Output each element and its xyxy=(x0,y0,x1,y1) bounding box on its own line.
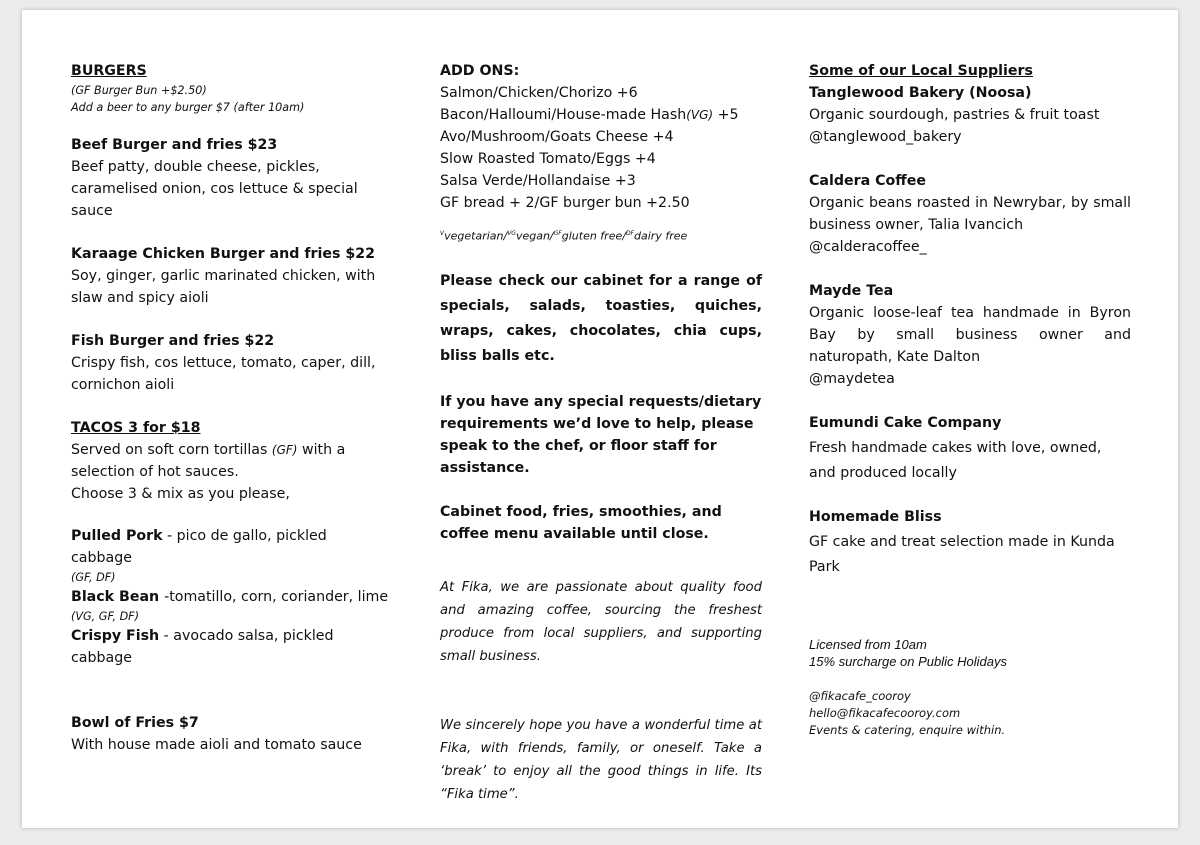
dietary-legend xyxy=(440,226,762,245)
legend-gf-text: gluten free/ xyxy=(561,229,626,243)
addons-heading: ADD ONS: xyxy=(440,63,520,79)
menu-page xyxy=(22,10,1178,828)
taco-pulled-pork xyxy=(71,525,391,569)
passion-statement: At Fika, we are passionate about quality food and amazing coffee, sourcing the freshest produce from local suppliers, and supporting small business. xyxy=(440,579,762,664)
taco-black-bean-tags: (VG, GF, DF) xyxy=(71,610,139,623)
legend-gf-mark: GF xyxy=(553,230,562,237)
caldera-handle: @calderacoffee_ xyxy=(809,239,927,255)
eumundi-title: Eumundi Cake Company xyxy=(809,415,1002,431)
beer-note: Add a beer to any burger $7 (after 10am) xyxy=(71,101,305,114)
fries-title: Bowl of Fries $7 xyxy=(71,715,199,731)
addon-line-5: Salsa Verde/Hollandaise +3 xyxy=(440,173,636,189)
taco-black-bean-desc: -tomatillo, corn, coriander, lime xyxy=(164,589,389,605)
taco-pulled-pork-desc: - pico de gallo, pickled cabbage xyxy=(71,528,327,566)
fish-burger-title: Fish Burger and fries $22 xyxy=(71,333,275,349)
mayde-handle: @maydetea xyxy=(809,371,895,387)
beef-burger-desc: Beef patty, double cheese, pickles, caramelised onion, cos lettuce & special sauce xyxy=(71,159,358,219)
tacos-gf-tag: (GF) xyxy=(271,443,298,457)
mayde-desc: Organic loose-leaf tea handmade in Byron Bay by small business owner and naturopath, Kate Dalton xyxy=(809,305,1131,365)
taco-pulled-pork-tags: (GF, DF) xyxy=(71,571,116,584)
taco-crispy-fish-name: Crispy Fish xyxy=(71,628,160,644)
tacos-desc-c: with a selection of hot sauces. xyxy=(71,442,346,480)
beef-burger-title: Beef Burger and fries $23 xyxy=(71,137,278,153)
contact-email: hello@fikacafecooroy.com xyxy=(809,706,961,720)
burgers-heading: BURGERS xyxy=(71,63,147,79)
legend-v-mark: V xyxy=(440,230,445,237)
mayde-title: Mayde Tea xyxy=(809,283,894,299)
addon-line-1: Salmon/Chicken/Chorizo +6 xyxy=(440,85,638,101)
addon-line-2-a: Bacon/Halloumi/House-made Hash xyxy=(440,107,687,123)
gf-bun-note: (GF Burger Bun +$2.50) xyxy=(71,84,207,97)
addon-line-2 xyxy=(440,104,762,126)
addon-line-4: Slow Roasted Tomato/Eggs +4 xyxy=(440,151,656,167)
taco-black-bean-name: Black Bean xyxy=(71,589,165,605)
instagram-handle: @fikacafe_cooroy xyxy=(809,689,911,703)
karaage-burger-title: Karaage Chicken Burger and fries $22 xyxy=(71,246,375,262)
bliss-title: Homemade Bliss xyxy=(809,509,942,525)
fries-desc: With house made aioli and tomato sauce xyxy=(71,737,362,753)
special-requests-note: If you have any special requests/dietary requirements we’d love to help, please speak to the chef, or floor staff for assistance. xyxy=(440,393,762,476)
taco-crispy-fish xyxy=(71,625,391,669)
tacos-desc-a: Served on soft corn tortillas xyxy=(71,442,272,458)
legend-v-text: vegetarian/ xyxy=(444,229,508,243)
karaage-burger-desc: Soy, ginger, garlic marinated chicken, with slaw and spicy aioli xyxy=(71,268,376,306)
welcome-statement: We sincerely hope you have a wonderful time at Fika, with friends, family, or oneself. Take a ‘break’ to enjoy all the good things in life. Its “Fika time”. xyxy=(440,718,762,803)
tacos-desc xyxy=(71,439,391,483)
taco-pulled-pork-name: Pulled Pork xyxy=(71,528,163,544)
legend-vg-text: vegan/ xyxy=(515,229,554,243)
caldera-desc: Organic beans roasted in Newrybar, by small business owner, Talia Ivancich xyxy=(809,195,1131,233)
tacos-heading: TACOS 3 for $18 xyxy=(71,420,201,436)
taco-black-bean xyxy=(71,586,391,608)
menu-column-right xyxy=(809,60,1131,739)
caldera-title: Caldera Coffee xyxy=(809,173,927,189)
legend-df-text: dairy free xyxy=(634,229,688,243)
cabinet-note: Please check our cabinet for a range of specials, salads, toasties, quiches, wraps, cakes, chocolates, chia cups, bliss balls etc. xyxy=(440,272,762,364)
suppliers-heading: Some of our Local Suppliers xyxy=(809,63,1033,79)
addon-line-2-c: +5 xyxy=(713,107,739,123)
bliss-desc: GF cake and treat selection made in Kunda Park xyxy=(809,534,1115,575)
tanglewood-handle: @tanglewood_bakery xyxy=(809,129,962,145)
tacos-choose: Choose 3 & mix as you please, xyxy=(71,486,290,502)
fish-burger-desc: Crispy fish, cos lettuce, tomato, caper, dill, cornichon aioli xyxy=(71,355,376,393)
addon-line-3: Avo/Mushroom/Goats Cheese +4 xyxy=(440,129,674,145)
taco-crispy-fish-desc: - avocado salsa, pickled cabbage xyxy=(71,628,334,666)
menu-column-middle xyxy=(440,60,762,819)
legend-vg-mark: VG xyxy=(507,230,516,237)
eumundi-desc: Fresh handmade cakes with love, owned, and produced locally xyxy=(809,440,1102,481)
surcharge-note: 15% surcharge on Public Holidays xyxy=(809,654,1007,669)
events-note: Events & catering, enquire within. xyxy=(809,723,1006,737)
addon-vg-tag: (VG) xyxy=(686,108,714,122)
tanglewood-title: Tanglewood Bakery (Noosa) xyxy=(809,85,1032,101)
legend-df-mark: DF xyxy=(625,230,635,237)
addon-line-6: GF bread + 2/GF burger bun +2.50 xyxy=(440,195,690,211)
cabinet-food-note: Cabinet food, fries, smoothies, and coffee menu available until close. xyxy=(440,503,722,542)
tanglewood-desc: Organic sourdough, pastries & fruit toast xyxy=(809,107,1100,123)
menu-column-left xyxy=(71,60,391,756)
licensed-note: Licensed from 10am xyxy=(809,637,927,652)
